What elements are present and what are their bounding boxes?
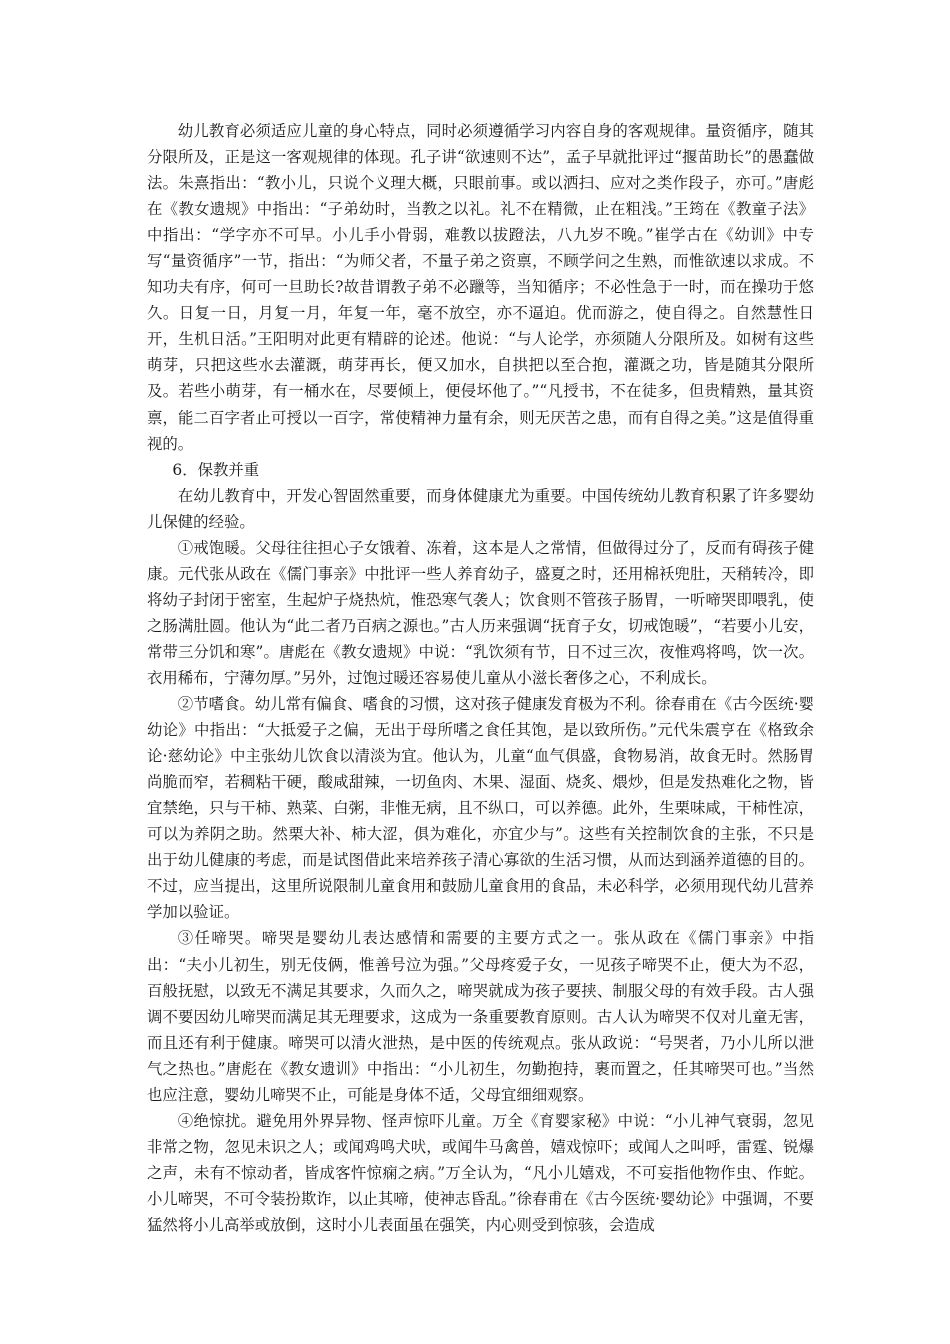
- paragraph-health-intro: 在幼儿教育中，开发心智固然重要，而身体健康尤为重要。中国传统幼儿教育积累了许多婴幼儿保健的经验。: [147, 486, 814, 531]
- paragraph-avoid-frightening: ④绝惊扰。避免用外界异物、怪声惊吓儿童。万全《育婴家秘》中说：“小儿神气衰弱，忽见非常之物，忽见未识之人；或闻鸡鸣犬吠，或闻牛马禽兽，嬉戏惊吓；或闻人之叫呼，雷霆、锐爆之声，未有不惊动者，皆成客忤惊痫之病。”万全认为，“凡小儿嬉戏，不可妄指他物作虫、作蛇。小儿啼哭，不可令装扮欺诈，以止其啼，使神志昏乱。”徐春甫在《古今医统·婴幼论》中强调，不要猛然将小儿高举或放倒，这时小儿表面虽在强笑，内心则受到惊骇，会造成: [147, 1111, 814, 1234]
- section-heading-care-and-education: 6．保教并重: [172, 460, 260, 479]
- paragraph-allow-crying: ③任啼哭。啼哭是婴幼儿表达感情和需要的主要方式之一。张从政在《儒门事亲》中指出：“夫小儿初生，别无伎俩，惟善号泣为强。”父母疼爱子女，一见孩子啼哭不止，便大为不忍，百般抚慰，以致无不满足其要求，久而久之，啼哭就成为孩子要挟、制服父母的有效手段。古人强调不要因幼儿啼哭而满足其无理要求，这成为一条重要教育原则。古人认为啼哭不仅对儿童无害，而且还有利于健康。啼哭可以清火泄热，是中医的传统观点。张从政说：“号哭者，乃小儿所以泄气之热也。”唐彪在《教女遗训》中指出：“小儿初生，勿勤抱持，裹而置之，任其啼哭可也。”当然也应注意，婴幼儿啼哭不止，可能是身体不适，父母宜细细观察。: [147, 929, 814, 1104]
- paragraph-measured-progression: 幼儿教育必须适应儿童的身心特点，同时必须遵循学习内容自身的客观规律。量资循序，随其分限所及，正是这一客观规律的体现。孔子讲“欲速则不达”，孟子早就批评过“揠苗助长”的愚蠢做法。朱熹指出：“教小儿，只说个义理大概，只眼前事。或以洒扫、应对之类作段子，亦可。”唐彪在《教女遗规》中指出：“子弟幼时，当教之以礼。礼不在精微，止在粗浅。”王筠在《教童子法》中指出：“学字亦不可早。小儿手小骨弱，难教以拔蹬法，八九岁不晚。”崔学古在《幼训》中专写“量资循序”一节，指出：“为师父者，不量子弟之资禀，不顾学问之生熟，而惟欲速以求成。不知功夫有序，何可一旦助长?故昔谓教子弟不必躐等，当知循序；不必性急于一时，而在操功于悠久。日复一日，月复一月，年复一年，毫不放空，亦不逼迫。优而游之，使自得之。自然慧性日开，生机日活。”王阳明对此更有精辟的论述。他说：“与人论学，亦须随人分限所及。如树有这些萌芽，只把这些水去灌溉，萌芽再长，便又加水，自拱把以至合抱，灌溉之功，皆是随其分限所及。若些小萌芽，有一桶水在，尽要倾上，便侵坏他了。”“凡授书，不在徒多，但贵精熟，量其资禀，能二百字者止可授以一百字，常使精神力量有余，则无厌苦之患，而有自得之美。”这是值得重视的。: [147, 122, 814, 453]
- paragraph-avoid-overfeeding-overwarming: ①戒饱暖。父母往往担心子女饿着、冻着，这本是人之常情，但做得过分了，反而有碍孩子健康。元代张从政在《儒门事亲》中批评一些人养育幼子，盛夏之时，还用棉袄兜肚，天稍转冷，即将幼子封闭于密室，生起炉子烧热炕，惟恐寒气袭人；饮食则不管孩子肠胃，一听啼哭即喂乳，使之肠满肚圆。他认为“此二者乃百病之源也。”古人历来强调“抚育子女，切戒饱暖”，“若要小儿安，常带三分饥和寒”。唐彪在《教女遗规》中说：“乳饮须有节，日不过三次，夜惟鸡将鸣，饮一次。衣用稀布，宁薄勿厚。”另外，过饱过暖还容易使儿童从小滋长奢侈之心，不利成长。: [147, 538, 814, 687]
- paragraph-limit-food-preferences: ②节嗜食。幼儿常有偏食、嗜食的习惯，这对孩子健康发育极为不利。徐春甫在《古今医统·婴幼论》中指出：“大抵爱子之偏，无出于母所嗜之食任其饱，是以致所伤。”元代朱震亨在《格致余论·慈幼论》中主张幼儿饮食以清淡为宜。他认为，儿童“血气俱盛，食物易消，故食无时。然肠胃尚脆而窄，若稠粘干硬，酸咸甜辣，一切鱼肉、木果、湿面、烧炙、煨炒，但是发热难化之物，皆宜禁绝，只与干柿、熟菜、白粥，非惟无病，且不纵口，可以养德。此外，生栗味咸，干柿性凉，可以为养阴之助。然栗大补、柿大涩，俱为难化，亦宜少与”。这些有关控制饮食的主张，不只是出于幼儿健康的考虑，而是试图借此来培养孩子清心寡欲的生活习惯，从而达到涵养道德的目的。不过，应当提出，这里所说限制儿童食用和鼓励儿童食用的食品，未必科学，必须用现代幼儿营养学加以验证。: [147, 695, 814, 922]
- document-page: [147, 118, 814, 1238]
